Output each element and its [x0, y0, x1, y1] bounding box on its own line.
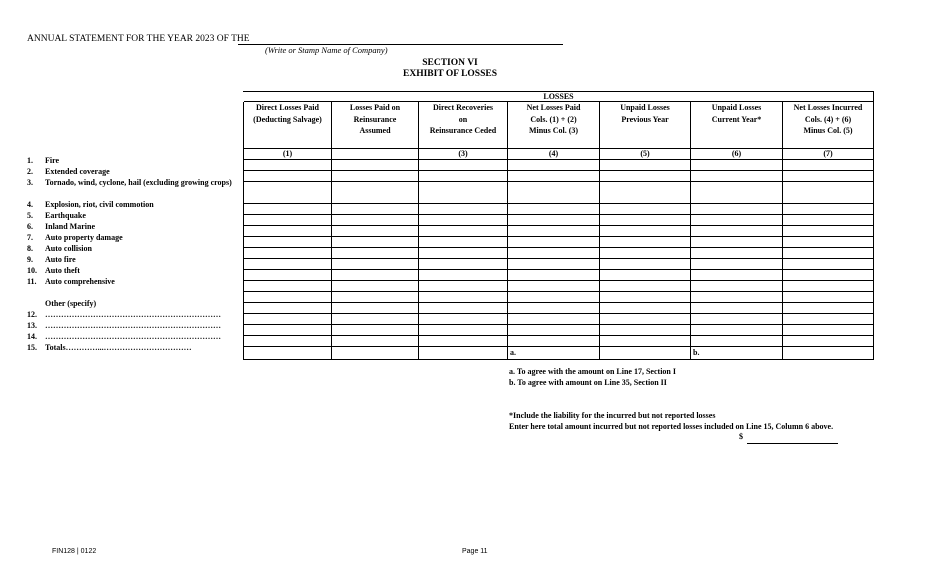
line-number: 5.	[27, 211, 33, 220]
losses-group-header: LOSSES	[244, 92, 874, 102]
amount-cell[interactable]	[600, 215, 691, 226]
line-number: 1.	[27, 156, 33, 165]
amount-cell[interactable]	[419, 336, 508, 347]
totals-col-4-cell[interactable]: a.	[508, 347, 600, 360]
amount-cell[interactable]	[419, 281, 508, 292]
amount-cell[interactable]	[600, 303, 691, 314]
amount-cell[interactable]	[691, 325, 783, 336]
amount-cell[interactable]	[600, 281, 691, 292]
amount-cell[interactable]	[332, 259, 419, 270]
amount-cell[interactable]	[783, 281, 874, 292]
amount-cell[interactable]	[332, 281, 419, 292]
amount-cell[interactable]	[783, 204, 874, 215]
amount-cell[interactable]	[332, 182, 419, 204]
amount-cell[interactable]	[332, 248, 419, 259]
amount-cell[interactable]	[508, 281, 600, 292]
line-text: Extended coverage	[45, 167, 110, 176]
amount-cell[interactable]	[244, 336, 332, 347]
line-label	[27, 233, 123, 242]
other-specify-label	[27, 299, 96, 308]
amount-cell[interactable]	[332, 237, 419, 248]
line-row	[244, 204, 874, 215]
line-number: 3.	[27, 178, 33, 187]
amount-cell[interactable]	[508, 237, 600, 248]
col-3-header: Direct Recoveries on Reinsurance Ceded	[419, 102, 508, 149]
line-row	[244, 336, 874, 347]
amount-cell[interactable]	[783, 303, 874, 314]
line-number: 10.	[27, 266, 37, 275]
line-label	[27, 266, 80, 275]
amount-cell[interactable]	[783, 314, 874, 325]
line-number: 9.	[27, 255, 33, 264]
amount-cell[interactable]	[783, 347, 874, 360]
line-text: …………………………………………………………	[45, 321, 221, 330]
amount-cell[interactable]	[508, 303, 600, 314]
col-5-header: Unpaid Losses Previous Year	[600, 102, 691, 149]
line-text: Fire	[45, 156, 60, 165]
amount-cell[interactable]	[332, 347, 419, 360]
amount-cell[interactable]	[332, 171, 419, 182]
amount-cell[interactable]	[332, 314, 419, 325]
amount-cell[interactable]	[419, 347, 508, 360]
amount-cell[interactable]	[691, 259, 783, 270]
col-1-header: Direct Losses Paid (Deducting Salvage)	[244, 102, 332, 149]
line-text: Totals…………...……………………………	[45, 343, 192, 352]
amount-cell[interactable]	[332, 215, 419, 226]
amount-cell[interactable]	[508, 248, 600, 259]
amount-cell[interactable]	[691, 204, 783, 215]
amount-cell[interactable]	[600, 226, 691, 237]
line-label	[27, 167, 110, 176]
amount-cell[interactable]	[419, 270, 508, 281]
line-number: 6.	[27, 222, 33, 231]
amount-cell[interactable]	[691, 281, 783, 292]
col-4-header: Net Losses Paid Cols. (1) + (2) Minus Col. (3)	[508, 102, 600, 149]
col-5-number: (5)	[600, 149, 691, 160]
amount-cell[interactable]	[783, 248, 874, 259]
amount-cell[interactable]	[244, 226, 332, 237]
amount-cell[interactable]	[419, 292, 508, 303]
line-row	[244, 270, 874, 281]
note-ibnr-enter: Enter here total amount incurred but not reported losses included on Line 15, Column 6 above.	[509, 422, 834, 431]
line-label	[27, 211, 86, 220]
amount-cell[interactable]	[508, 160, 600, 171]
amount-cell[interactable]	[244, 171, 332, 182]
line-row	[244, 160, 874, 171]
col-4-number: (4)	[508, 149, 600, 160]
line-number: 12.	[27, 310, 37, 319]
amount-cell[interactable]	[508, 325, 600, 336]
amount-cell[interactable]	[691, 160, 783, 171]
line-text: Auto comprehensive	[45, 277, 115, 286]
amount-cell[interactable]	[419, 248, 508, 259]
amount-cell[interactable]	[244, 314, 332, 325]
amount-cell[interactable]	[332, 292, 419, 303]
line-row	[244, 259, 874, 270]
line-label	[27, 343, 192, 352]
amount-cell[interactable]	[691, 248, 783, 259]
amount-cell[interactable]	[600, 237, 691, 248]
line-label[interactable]	[27, 321, 221, 330]
amount-cell[interactable]	[419, 314, 508, 325]
exhibit-title: EXHIBIT OF LOSSES	[403, 69, 497, 79]
amount-cell[interactable]	[419, 171, 508, 182]
amount-cell[interactable]	[508, 226, 600, 237]
ibnr-dollar-sign: $	[739, 432, 743, 441]
line-text: …………………………………………………………	[45, 310, 221, 319]
amount-cell[interactable]	[244, 259, 332, 270]
col-6-number: (6)	[691, 149, 783, 160]
amount-cell[interactable]	[600, 182, 691, 204]
amount-cell[interactable]	[244, 270, 332, 281]
amount-cell[interactable]	[783, 182, 874, 204]
amount-cell[interactable]	[691, 237, 783, 248]
amount-cell[interactable]	[244, 303, 332, 314]
amount-cell[interactable]	[419, 259, 508, 270]
line-row	[244, 303, 874, 314]
amount-cell[interactable]	[244, 325, 332, 336]
amount-cell[interactable]	[244, 292, 332, 303]
amount-cell[interactable]	[600, 270, 691, 281]
amount-cell[interactable]	[332, 325, 419, 336]
amount-cell[interactable]	[691, 182, 783, 204]
line-label	[27, 178, 240, 188]
line-label	[27, 244, 92, 253]
amount-cell[interactable]	[600, 160, 691, 171]
totals-col-6-cell[interactable]: b.	[691, 347, 783, 360]
amount-cell[interactable]	[691, 314, 783, 325]
line-row	[244, 171, 874, 182]
amount-cell[interactable]	[783, 160, 874, 171]
line-text: Tornado, wind, cyclone, hail (excluding growing crops)	[45, 178, 232, 187]
amount-cell[interactable]	[419, 237, 508, 248]
amount-cell[interactable]	[419, 204, 508, 215]
note-b: b. To agree with amount on Line 35, Section II	[509, 378, 667, 387]
amount-cell[interactable]	[691, 303, 783, 314]
amount-cell[interactable]	[691, 215, 783, 226]
amount-cell[interactable]	[332, 226, 419, 237]
amount-cell[interactable]	[600, 314, 691, 325]
amount-cell[interactable]	[332, 336, 419, 347]
amount-cell[interactable]	[419, 226, 508, 237]
amount-cell[interactable]	[508, 259, 600, 270]
col-3-number: (3)	[419, 149, 508, 160]
amount-cell[interactable]	[508, 292, 600, 303]
line-label	[27, 200, 154, 209]
form-number: FIN128 | 0122	[52, 548, 97, 555]
amount-cell[interactable]	[783, 325, 874, 336]
line-text: Other (specify)	[45, 299, 97, 308]
amount-cell[interactable]	[508, 336, 600, 347]
amount-cell[interactable]	[691, 171, 783, 182]
company-name-hint: (Write or Stamp Name of Company)	[265, 45, 388, 55]
line-row	[244, 314, 874, 325]
col-7-number: (7)	[783, 149, 874, 160]
ibnr-amount-field[interactable]	[747, 443, 838, 444]
amount-cell[interactable]	[600, 248, 691, 259]
amount-cell[interactable]	[691, 292, 783, 303]
amount-cell[interactable]	[691, 270, 783, 281]
amount-cell[interactable]	[600, 259, 691, 270]
amount-cell[interactable]	[244, 182, 332, 204]
col-2-number	[332, 149, 419, 160]
amount-cell[interactable]	[600, 336, 691, 347]
spacer-row	[244, 292, 874, 303]
line-row	[244, 182, 874, 204]
line-row	[244, 237, 874, 248]
amount-cell[interactable]	[508, 270, 600, 281]
line-text: Explosion, riot, civil commotion	[45, 200, 154, 209]
amount-cell[interactable]	[783, 237, 874, 248]
line-text: Auto property damage	[45, 233, 123, 242]
page-number: Page 11	[462, 548, 488, 555]
line-row	[244, 347, 874, 360]
amount-cell[interactable]	[691, 336, 783, 347]
amount-cell[interactable]	[419, 182, 508, 204]
line-text: Auto collision	[45, 244, 92, 253]
losses-table	[243, 91, 874, 360]
amount-cell[interactable]	[244, 215, 332, 226]
line-label	[27, 255, 76, 264]
amount-cell[interactable]	[783, 226, 874, 237]
amount-cell[interactable]	[600, 347, 691, 360]
line-label[interactable]	[27, 332, 221, 341]
amount-cell[interactable]	[419, 215, 508, 226]
amount-cell[interactable]	[783, 336, 874, 347]
line-row	[244, 248, 874, 259]
col-1-number: (1)	[244, 149, 332, 160]
amount-cell[interactable]	[332, 270, 419, 281]
amount-cell[interactable]	[332, 160, 419, 171]
amount-cell[interactable]	[508, 314, 600, 325]
amount-cell[interactable]	[783, 270, 874, 281]
amount-cell[interactable]	[244, 347, 332, 360]
line-label	[27, 222, 95, 231]
line-row	[244, 281, 874, 292]
amount-cell[interactable]	[332, 204, 419, 215]
amount-cell[interactable]	[508, 215, 600, 226]
amount-cell[interactable]	[691, 226, 783, 237]
amount-cell[interactable]	[783, 171, 874, 182]
amount-cell[interactable]	[600, 292, 691, 303]
line-number: 2.	[27, 167, 33, 176]
section-title: SECTION VI	[422, 58, 478, 68]
line-number: 7.	[27, 233, 33, 242]
amount-cell[interactable]	[508, 204, 600, 215]
amount-cell[interactable]	[419, 160, 508, 171]
col-7-header: Net Losses Incurred Cols. (4) + (6) Minus Col. (5)	[783, 102, 874, 149]
line-text: Auto fire	[45, 255, 76, 264]
amount-cell[interactable]	[244, 204, 332, 215]
amount-cell[interactable]	[600, 325, 691, 336]
line-number: 8.	[27, 244, 33, 253]
line-label	[27, 156, 59, 165]
amount-cell[interactable]	[783, 259, 874, 270]
note-a: a. To agree with the amount on Line 17, Section I	[509, 367, 676, 376]
amount-cell[interactable]	[244, 237, 332, 248]
amount-cell[interactable]	[244, 281, 332, 292]
line-text: …………………………………………………………	[45, 332, 221, 341]
line-number: 14.	[27, 332, 37, 341]
line-number: 4.	[27, 200, 33, 209]
line-label[interactable]	[27, 310, 221, 319]
line-row	[244, 325, 874, 336]
line-row	[244, 215, 874, 226]
line-text: Earthquake	[45, 211, 86, 220]
amount-cell[interactable]	[508, 182, 600, 204]
amount-cell[interactable]	[508, 171, 600, 182]
line-number: 15.	[27, 343, 37, 352]
amount-cell[interactable]	[244, 160, 332, 171]
amount-cell[interactable]	[600, 171, 691, 182]
line-row	[244, 226, 874, 237]
col-6-header: Unpaid Losses Current Year*	[691, 102, 783, 149]
line-text: Auto theft	[45, 266, 80, 275]
amount-cell[interactable]	[783, 215, 874, 226]
line-label	[27, 277, 115, 286]
note-ibnr-include: *Include the liability for the incurred but not reported losses	[509, 411, 716, 420]
line-text: Inland Marine	[45, 222, 96, 231]
col-2-header: Losses Paid on Reinsurance Assumed	[332, 102, 419, 149]
line-number: 11.	[27, 277, 37, 286]
amount-cell[interactable]	[783, 292, 874, 303]
line-number: 13.	[27, 321, 37, 330]
amount-cell[interactable]	[244, 248, 332, 259]
statement-header: ANNUAL STATEMENT FOR THE YEAR 2023 OF THE	[27, 34, 250, 44]
amount-cell[interactable]	[419, 303, 508, 314]
amount-cell[interactable]	[600, 204, 691, 215]
amount-cell[interactable]	[332, 303, 419, 314]
amount-cell[interactable]	[419, 325, 508, 336]
